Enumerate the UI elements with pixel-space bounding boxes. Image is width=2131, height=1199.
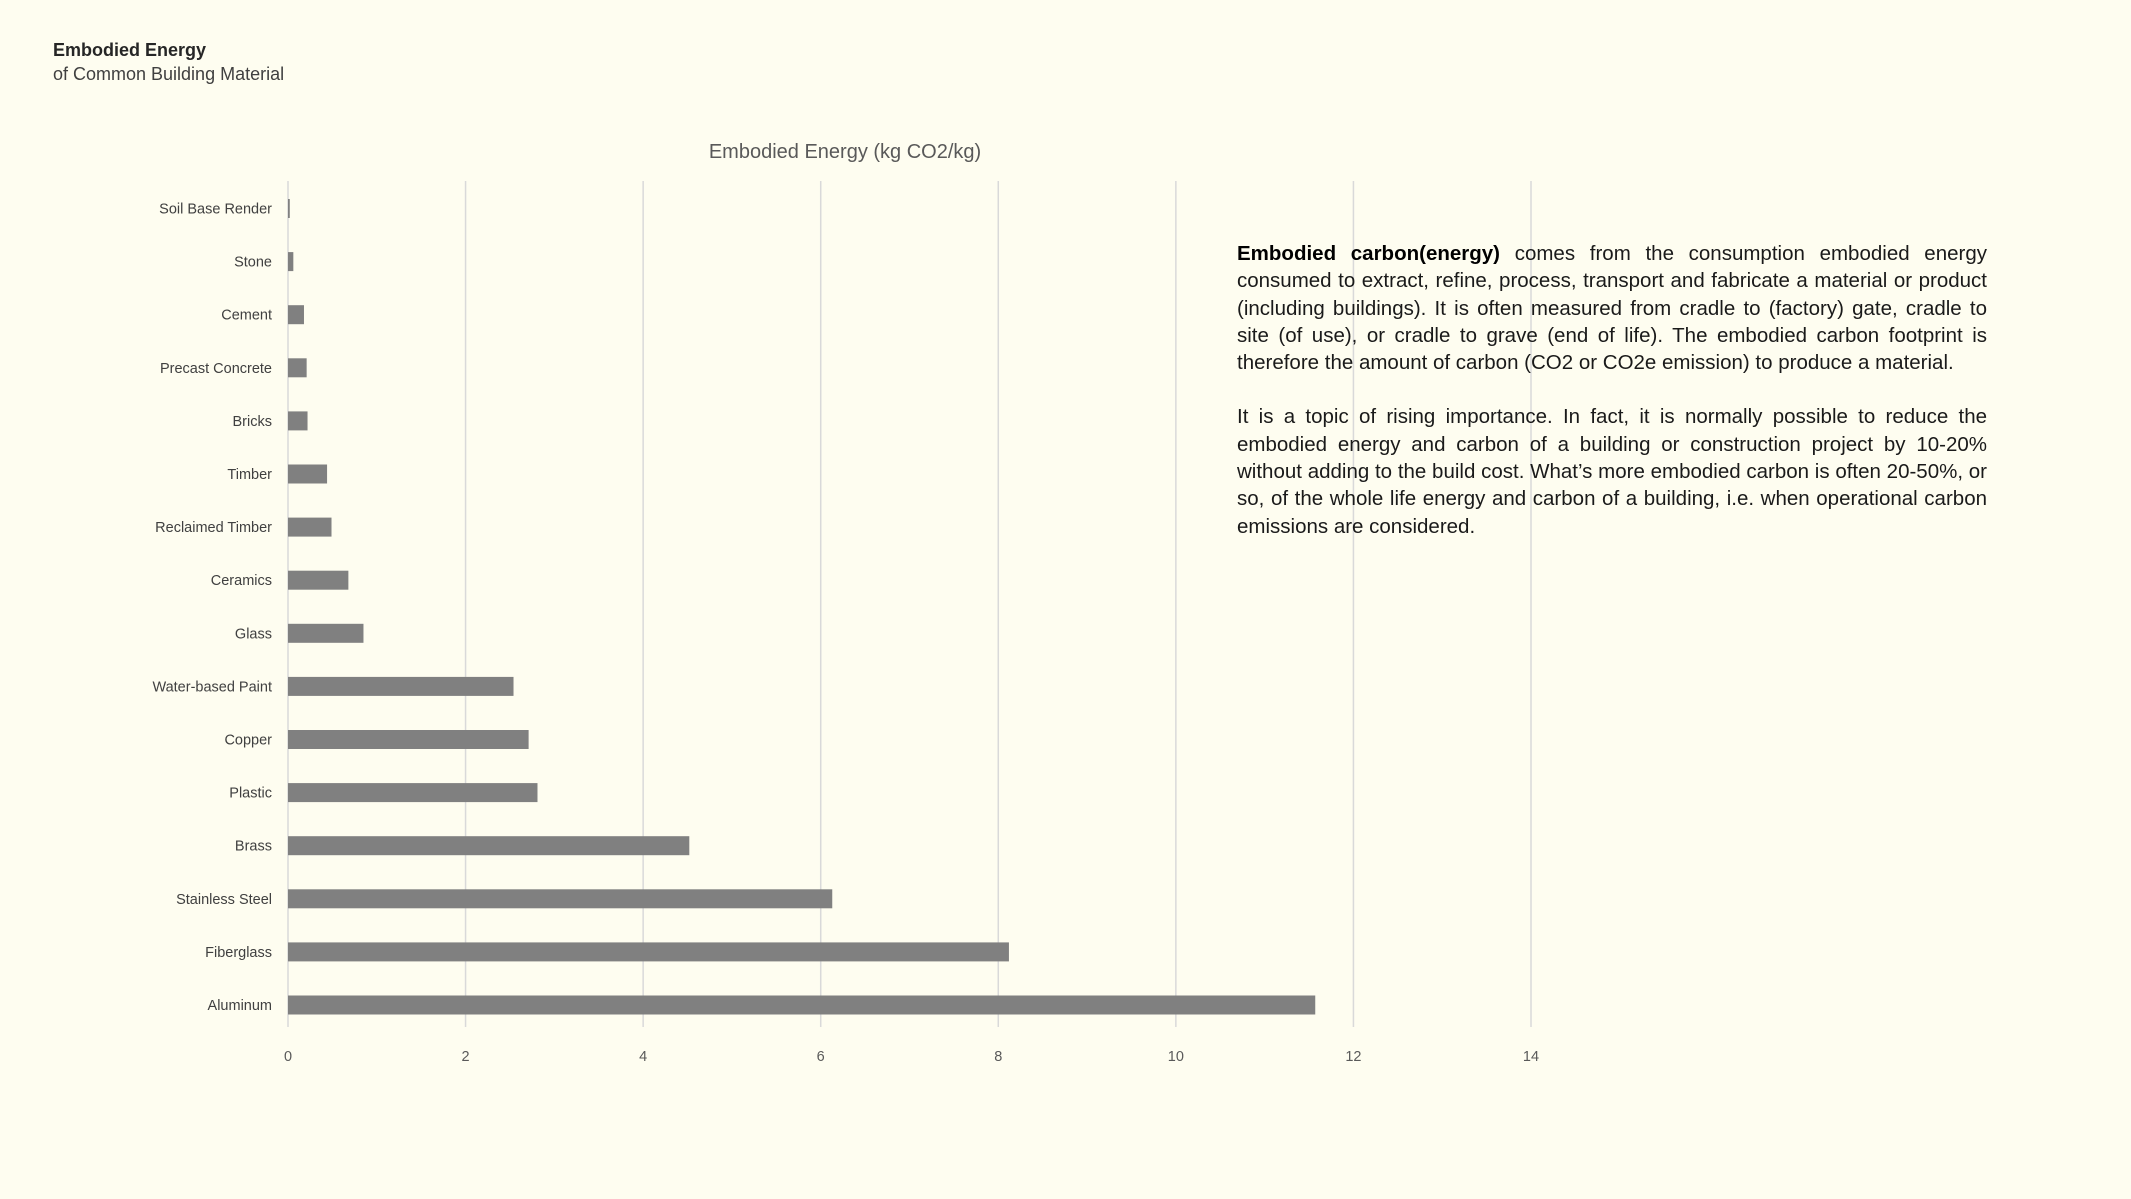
category-label-water-based-paint: Water-based Paint [152, 679, 272, 696]
category-label-bricks: Bricks [232, 413, 272, 430]
category-label-plastic: Plastic [229, 785, 272, 802]
x-tick-label-2: 2 [461, 1049, 470, 1065]
bar-bricks [288, 411, 308, 430]
bars-layer [288, 199, 1315, 1015]
bar-soil-base-render [288, 199, 290, 218]
bar-stone [288, 252, 293, 271]
bar-precast-concrete [288, 358, 307, 377]
chart-title: Embodied Energy (kg CO2/kg) [708, 141, 982, 163]
category-label-timber: Timber [227, 467, 272, 483]
x-tick-label-14: 14 [1522, 1049, 1540, 1065]
description-paragraph-1-text: comes from the consumption embodied energy consumed to extract, refine, process, transport and fabricate a material or product (including buildings). It is often measured from cradle to (factory) gate, cradle to site (of use), or cradle to grave (end of life). The embodied carbon footprint is therefore the amount of carbon (CO2 or CO2e emission) to produce a material. [1237, 242, 1987, 375]
category-labels [152, 202, 272, 1015]
description-term: Embodied carbon(energy) [1237, 242, 1501, 265]
category-label-glass: Glass [234, 626, 272, 643]
bar-stainless-steel [288, 889, 832, 908]
category-label-cement: Cement [221, 307, 272, 324]
category-label-stainless-steel: Stainless Steel [176, 891, 272, 908]
page-subtitle: of Common Building Material [53, 64, 285, 84]
category-label-soil-base-render: Soil Base Render [159, 201, 272, 218]
x-tick-label-8: 8 [994, 1049, 1003, 1065]
x-tick-label-6: 6 [816, 1049, 825, 1065]
category-label-reclaimed-timber: Reclaimed Timber [155, 520, 272, 537]
category-label-aluminum: Aluminum [207, 998, 272, 1014]
category-label-fiberglass: Fiberglass [205, 944, 272, 961]
x-tick-label-0: 0 [283, 1049, 293, 1065]
bar-plastic [288, 783, 537, 802]
category-label-stone: Stone [234, 254, 272, 271]
bar-brass [288, 836, 689, 855]
category-label-ceramics: Ceramics [210, 573, 272, 590]
x-axis-tick-labels [284, 1049, 1539, 1065]
page-title: Embodied Energy [53, 40, 207, 60]
bar-cement [288, 305, 304, 324]
x-tick-label-10: 10 [1167, 1049, 1184, 1065]
category-label-brass: Brass [234, 838, 272, 855]
x-tick-label-4: 4 [639, 1049, 648, 1065]
bar-aluminum [288, 996, 1315, 1015]
category-label-precast-concrete: Precast Concrete [159, 360, 272, 377]
bar-timber [288, 465, 327, 484]
description-paragraph-2: It is a topic of rising importance. In fact, it is normally possible to reduce the embodied energy and carbon of a building or construction project by 10-20% without adding to the build cost. What’s more embodied carbon is often 20-50%, or so, of the whole life energy and carbon of a building, i.e. when operational carbon emissions are considered. [1237, 405, 1987, 538]
x-tick-label-12: 12 [1345, 1049, 1362, 1065]
bar-ceramics [288, 571, 348, 590]
bar-water-based-paint [288, 677, 514, 696]
category-label-copper: Copper [224, 732, 272, 749]
bar-copper [288, 730, 529, 749]
bar-reclaimed-timber [288, 518, 332, 537]
description-paragraph-1 [1237, 240, 1987, 376]
description-text [1237, 240, 1987, 567]
bar-glass [288, 624, 363, 643]
bar-fiberglass [288, 942, 1009, 961]
